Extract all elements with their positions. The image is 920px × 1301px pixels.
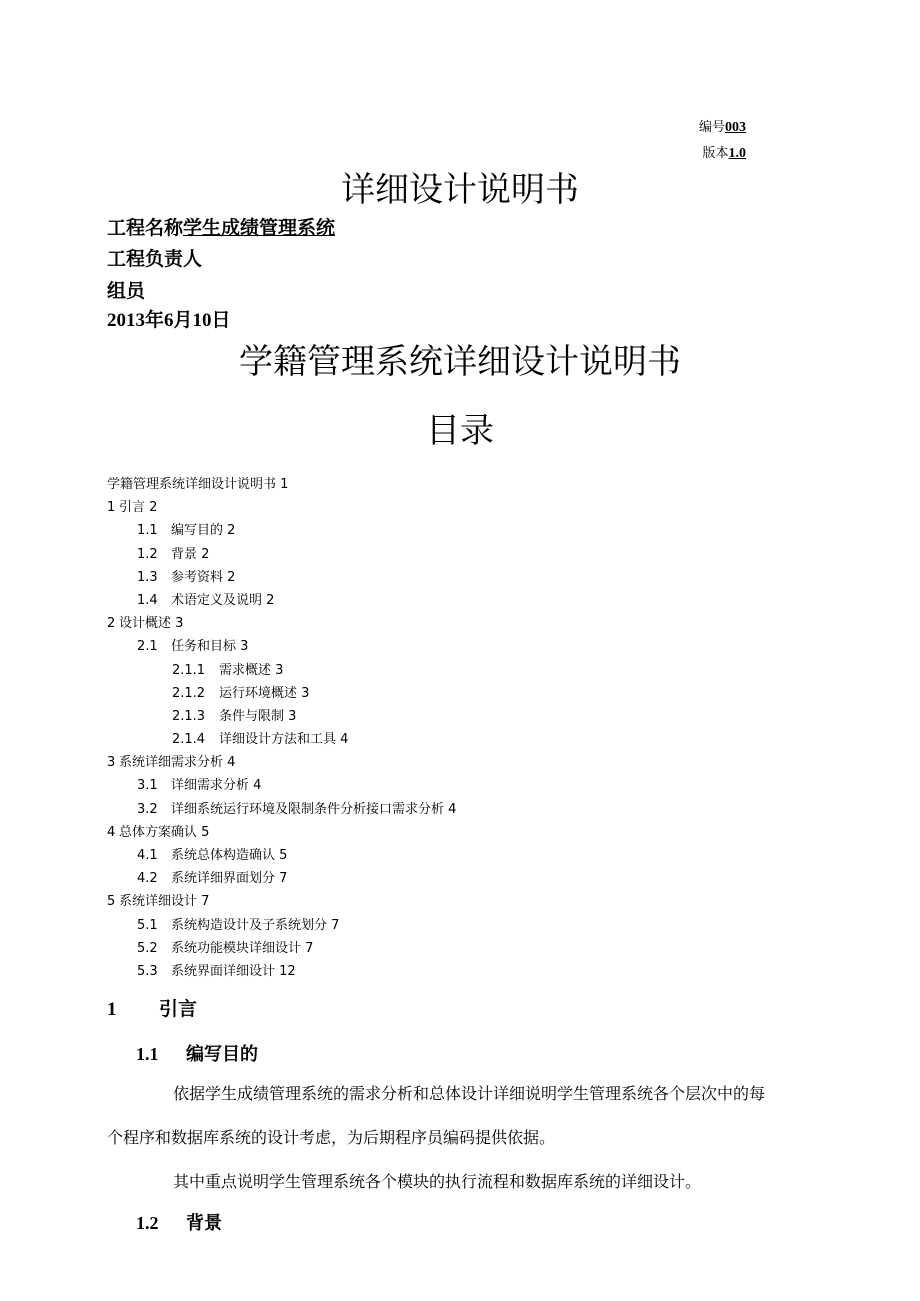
section-1-title: 引言: [159, 998, 198, 1020]
toc-entry-number: 1.1: [137, 523, 158, 539]
toc-entry[interactable]: [107, 635, 456, 658]
toc-entry-text: 详细设计方法和工具 4: [219, 732, 349, 748]
toc-entry-text: 条件与限制 3: [219, 708, 297, 724]
toc-entry-number: 1.2: [137, 546, 158, 562]
toc-entry[interactable]: [107, 496, 456, 519]
toc-entry[interactable]: [107, 867, 456, 890]
toc-entry-number: 1: [107, 500, 116, 516]
section-1-1-number: 1.1: [136, 1044, 159, 1064]
toc-entry[interactable]: [107, 774, 456, 797]
toc-entry-text: 引言 2: [119, 500, 158, 516]
toc-entry-text: 需求概述 3: [219, 662, 284, 678]
document-version-value: 1.0: [728, 146, 746, 161]
toc-entry[interactable]: [107, 612, 456, 635]
document-number: [699, 116, 746, 136]
project-lead-label: 工程负责人: [107, 248, 203, 270]
toc-entry[interactable]: [107, 473, 456, 496]
toc-entry-text: 系统总体构造确认 5: [171, 848, 288, 863]
toc-entry-number: 3.1: [137, 778, 158, 794]
toc-entry-text: 系统详细界面划分 7: [171, 871, 288, 887]
paragraph-line: 个程序和数据库系统的设计考虑，为后期程序员编码提供依据。: [107, 1128, 556, 1147]
toc-entry-text: 参考资料 2: [171, 569, 236, 585]
project-name: [107, 213, 335, 240]
toc-entry[interactable]: [107, 519, 456, 542]
document-date: 2013年6月10日: [107, 310, 231, 331]
toc-entry-number: 1.3: [137, 569, 158, 585]
toc-entry-text: 系统界面详细设计 12: [171, 963, 296, 979]
toc-entry-number: 2.1.4: [172, 732, 206, 748]
project-name-label: 工程名称: [107, 217, 184, 239]
document-number-value: 003: [725, 120, 746, 135]
project-name-value: 学生成绩管理系统: [183, 217, 336, 239]
toc-entry-number: 4.1: [137, 848, 158, 863]
toc-entry[interactable]: [107, 751, 456, 774]
toc-entry-text: 术语定义及说明 2: [171, 592, 275, 608]
document-version: [702, 142, 746, 162]
paragraph-line: 依据学生成绩管理系统的需求分析和总体设计详细说明学生管理系统各个层次中的每: [173, 1084, 766, 1103]
toc-entry-number: 4: [107, 824, 116, 840]
section-1-1-heading: [136, 1040, 258, 1066]
toc-entry-text: 详细需求分析 4: [171, 778, 262, 794]
toc-entry[interactable]: [107, 937, 456, 960]
toc-entry-text: 编写目的 2: [171, 523, 236, 539]
section-1-1-paragraph: [107, 1072, 807, 1204]
toc-entry[interactable]: [107, 844, 456, 867]
toc-entry-number: 2.1.1: [172, 662, 206, 678]
toc-entry[interactable]: [107, 589, 456, 612]
toc-entry-text: 任务和目标 3: [171, 639, 249, 655]
toc-entry-text: 系统详细设计 7: [119, 894, 210, 910]
toc-entry-number: 3: [107, 755, 116, 771]
toc-entry-number: 3.2: [137, 801, 158, 817]
toc-entry[interactable]: [107, 728, 456, 751]
cover-title: 详细设计说明书: [341, 170, 579, 210]
toc-entry[interactable]: [107, 821, 456, 844]
document-title: 学籍管理系统详细设计说明书: [239, 342, 681, 382]
section-1-2-heading: [136, 1209, 222, 1235]
toc-entry[interactable]: [107, 543, 456, 566]
toc-entry-text: 详细系统运行环境及限制条件分析接口需求分析 4: [171, 801, 457, 817]
table-of-contents: [107, 473, 456, 983]
toc-entry-text: 学籍管理系统详细设计说明书 1: [107, 477, 289, 492]
toc-entry-text: 运行环境概述 3: [219, 685, 310, 701]
toc-entry[interactable]: [107, 914, 456, 937]
toc-entry-number: 5.1: [137, 917, 158, 933]
toc-entry-text: 总体方案确认 5: [119, 824, 210, 840]
toc-entry[interactable]: [107, 798, 456, 821]
section-1-number: 1: [107, 999, 117, 1020]
toc-entry[interactable]: [107, 890, 456, 913]
members-label: 组员: [107, 280, 146, 302]
toc-entry[interactable]: [107, 705, 456, 728]
paragraph-line: 其中重点说明学生管理系统各个模块的执行流程和数据库系统的详细设计。: [173, 1172, 702, 1191]
toc-entry[interactable]: [107, 659, 456, 682]
toc-entry[interactable]: [107, 682, 456, 705]
toc-entry-number: 5.2: [137, 940, 158, 956]
toc-entry-text: 背景 2: [171, 546, 210, 562]
document-version-label: 版本: [702, 146, 729, 161]
document-number-label: 编号: [698, 120, 725, 135]
toc-entry-text: 系统功能模块详细设计 7: [171, 940, 314, 956]
toc-entry-number: 5: [107, 894, 116, 910]
toc-entry[interactable]: [107, 960, 456, 983]
toc-entry-number: 2: [107, 616, 116, 632]
toc-entry[interactable]: [107, 566, 456, 589]
toc-title: 目录: [426, 411, 494, 451]
section-1-2-title: 背景: [186, 1213, 222, 1234]
section-1-heading: [107, 994, 197, 1021]
toc-entry-number: 4.2: [137, 871, 158, 887]
toc-entry-number: 5.3: [137, 963, 158, 979]
toc-entry-number: 1.4: [137, 592, 158, 608]
toc-entry-text: 系统构造设计及子系统划分 7: [171, 917, 340, 933]
toc-entry-number: 2.1.3: [172, 708, 206, 724]
section-1-1-title: 编写目的: [186, 1044, 258, 1065]
toc-entry-text: 系统详细需求分析 4: [119, 755, 236, 771]
toc-entry-number: 2.1: [137, 639, 158, 655]
toc-entry-number: 2.1.2: [172, 685, 206, 701]
toc-entry-text: 设计概述 3: [119, 616, 184, 632]
section-1-2-number: 1.2: [136, 1213, 159, 1233]
